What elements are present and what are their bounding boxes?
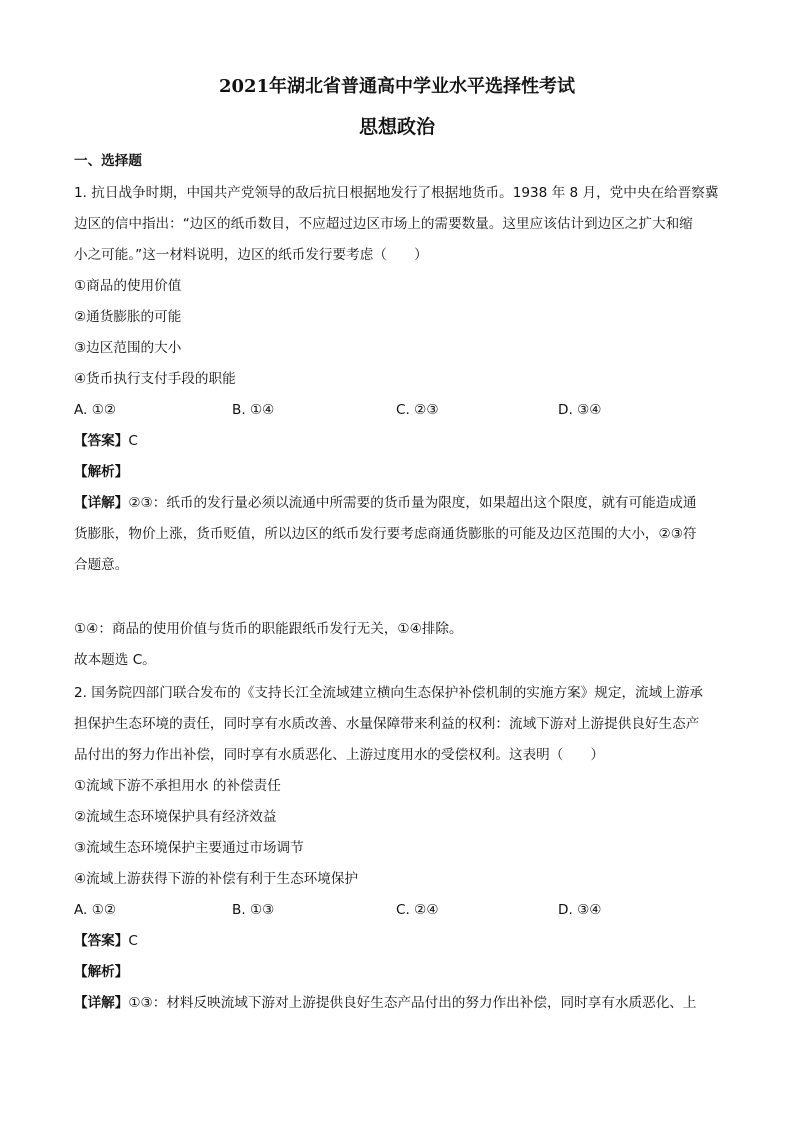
- answer-value: C: [128, 933, 138, 949]
- detail-label: 【详解】: [74, 995, 129, 1011]
- answer-label: 【答案】: [74, 433, 129, 449]
- exam-title: 2021年湖北省普通高中学业水平选择性考试: [218, 76, 576, 97]
- q1-answer: [74, 432, 734, 450]
- q1-stem-line: 边区的信中指出：“边区的纸币数目，不应超过边区市场上的需要数量。这里应该估计到边区之扩大和缩: [74, 216, 693, 232]
- q2-choice-b: B. ①③: [232, 902, 275, 918]
- q1-item: ②通货膨胀的可能: [74, 309, 182, 325]
- q1-item: ③边区范围的大小: [74, 340, 182, 356]
- detail-label: 【详解】: [74, 495, 129, 511]
- answer-label: 【答案】: [74, 933, 129, 949]
- q1-choice-d: D. ③④: [558, 402, 602, 418]
- q1-detail-line: 合题意。: [74, 557, 129, 573]
- q1-stem-line: 小之可能。”这一材料说明，边区的纸币发行要考虑（ ）: [74, 247, 428, 263]
- q1-analysis-label: 【解析】: [74, 464, 129, 480]
- detail-text: ②③：纸币的发行量必须以流通中所需要的货币量为限度，如果超出这个限度，就有可能造成通: [128, 495, 697, 511]
- exam-subject: 思想政治: [358, 116, 435, 138]
- q2-choice-c: C. ②④: [396, 902, 439, 918]
- q2-stem-line: 2. 国务院四部门联合发布的《支持长江全流域建立横向生态保护补偿机制的实施方案》规定，流域上游承: [74, 685, 704, 701]
- q1-conclusion: 故本题选 C。: [74, 652, 156, 668]
- q2-analysis-label: 【解析】: [74, 964, 129, 980]
- q1-exclude: ①④：商品的使用价值与货币的职能跟纸币发行无关，①④排除。: [74, 621, 463, 637]
- q2-answer: [74, 932, 734, 950]
- q2-item: ③流域生态环境保护主要通过市场调节: [74, 840, 304, 856]
- q2-choice-d: D. ③④: [558, 902, 602, 918]
- q2-item: ①流域下游不承担用水 的补偿责任: [74, 778, 281, 794]
- q2-stem-line: 品付出的努力作出补偿，同时享有水质恶化、上游过度用水的受偿权利。这表明（ ）: [74, 747, 605, 763]
- detail-text: ①③：材料反映流域下游对上游提供良好生态产品付出的努力作出补偿，同时享有水质恶化、上: [128, 995, 697, 1011]
- answer-value: C: [128, 433, 138, 449]
- q2-detail-line: [74, 994, 734, 1012]
- q1-detail-line: [74, 494, 734, 512]
- q1-choice-c: C. ②③: [396, 402, 439, 418]
- section-heading: 一、选择题: [74, 153, 142, 169]
- q1-detail-line: 货膨胀，物价上涨，货币贬值，所以边区的纸币发行要考虑商通货膨胀的可能及边区范围的大小，②③符: [74, 526, 697, 542]
- q2-item: ②流域生态环境保护具有经济效益: [74, 809, 277, 825]
- q1-choice-b: B. ①④: [232, 402, 275, 418]
- q2-item: ④流域上游获得下游的补偿有利于生态环境保护: [74, 871, 359, 887]
- q1-choice-a: A. ①②: [74, 402, 117, 418]
- q2-stem-line: 担保护生态环境的责任，同时享有水质改善、水量保障带来利益的权利：流域下游对上游提供良好生态产: [74, 716, 700, 732]
- q2-choice-a: A. ①②: [74, 902, 117, 918]
- q1-item: ④货币执行支付手段的职能: [74, 371, 236, 387]
- q1-stem-line: 1. 抗日战争时期，中国共产党领导的敌后抗日根据地发行了根据地货币。1938 年 8 月，党中央在给晋察冀: [74, 185, 719, 201]
- q1-item: ①商品的使用价值: [74, 278, 182, 294]
